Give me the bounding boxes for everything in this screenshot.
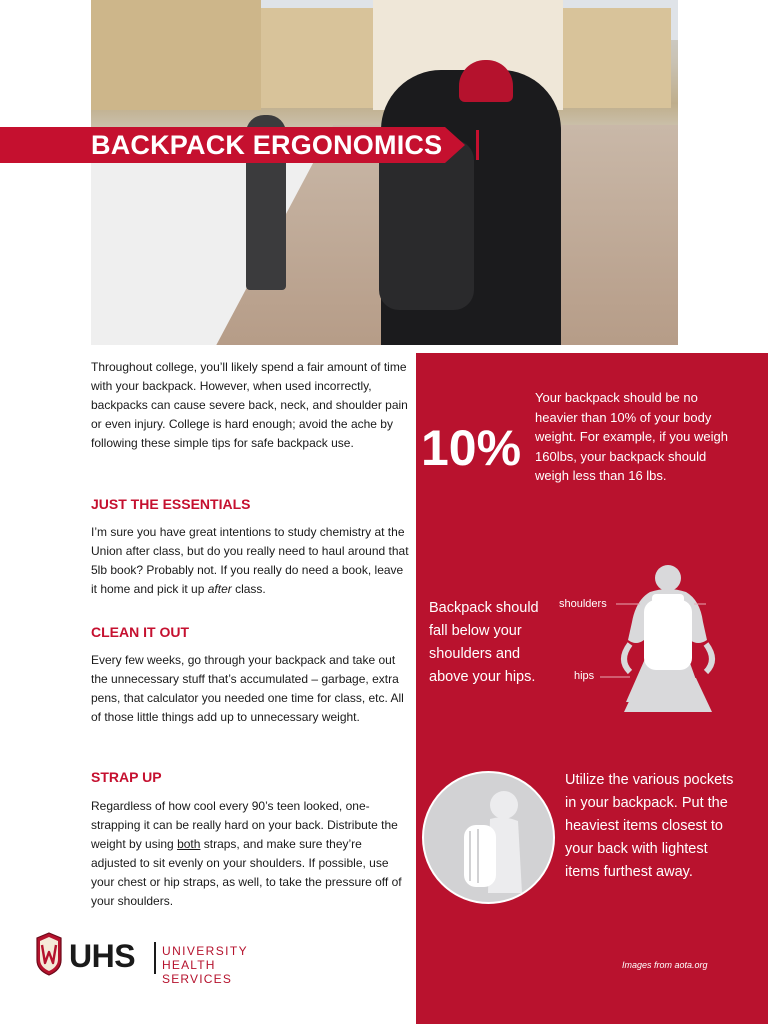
- hero-photo: [91, 0, 678, 345]
- logo-divider: [154, 942, 156, 974]
- section-heading-strap: STRAP UP: [91, 769, 162, 785]
- banner-chevron: [462, 130, 479, 160]
- section-body-clean: Every few weeks, go through your backpack and take out the unnecessary stuff that’s accumulated – garbage, extra pens, that calculator you needed one time for class, etc. All of those little things add up to unnecessary weight.: [91, 653, 404, 724]
- section-body-essentials: I’m sure you have great intentions to study chemistry at the Union after class, but do you really need to haul around that 5lb book? Probably not. If you really do need a book, leave it home and pick it up after class.: [91, 525, 409, 596]
- pockets-illustration: [422, 771, 555, 904]
- stat-text: Your backpack should be no heavier than 10% of your body weight. For example, if you weigh 160lbs, your backpack should weigh less than 16 lbs.: [535, 390, 728, 483]
- pockets-text: Utilize the various pockets in your backpack. Put the heaviest items closest to your back with lightest items furthest away.: [565, 772, 734, 880]
- section-body-strap: Regardless of how cool every 90’s teen looked, one-strapping it can be really hard on your back. Distribute the weight by using both straps, and make sure they’re adjusted to sit evenly on your shoulders. If possible, use your chest or hip straps, as well, to take the pressure off of your shoulders.: [91, 799, 402, 908]
- logo-abbr: UHS: [69, 938, 136, 974]
- section-heading-essentials: JUST THE ESSENTIALS: [91, 496, 251, 512]
- page-title: BACKPACK ERGONOMICS: [91, 130, 443, 160]
- intro-paragraph: Throughout college, you’ll likely spend a fair amount of time with your backpack. However, when used incorrectly, backpacks can cause severe back, neck, and shoulder pain or even injury. College is hard enough; avoid the ache by following these simple tips for safe backpack use.: [91, 360, 408, 450]
- person-side-backpack-icon: [424, 773, 555, 904]
- logo-line2: HEALTH SERVICES: [162, 958, 233, 986]
- label-shoulders: shoulders: [559, 598, 607, 610]
- uhs-logo: [36, 932, 286, 986]
- position-text: Backpack should fall below your shoulders and above your hips.: [429, 600, 539, 685]
- image-credit: Images from aota.org: [622, 960, 708, 970]
- person-backpack-silhouette-icon: [560, 560, 730, 720]
- section-heading-clean: CLEAN IT OUT: [91, 624, 189, 640]
- logo-line1: UNIVERSITY: [162, 944, 249, 958]
- stat-percent: 10%: [421, 420, 522, 476]
- label-hips: hips: [574, 670, 595, 682]
- crest-icon: [36, 932, 62, 976]
